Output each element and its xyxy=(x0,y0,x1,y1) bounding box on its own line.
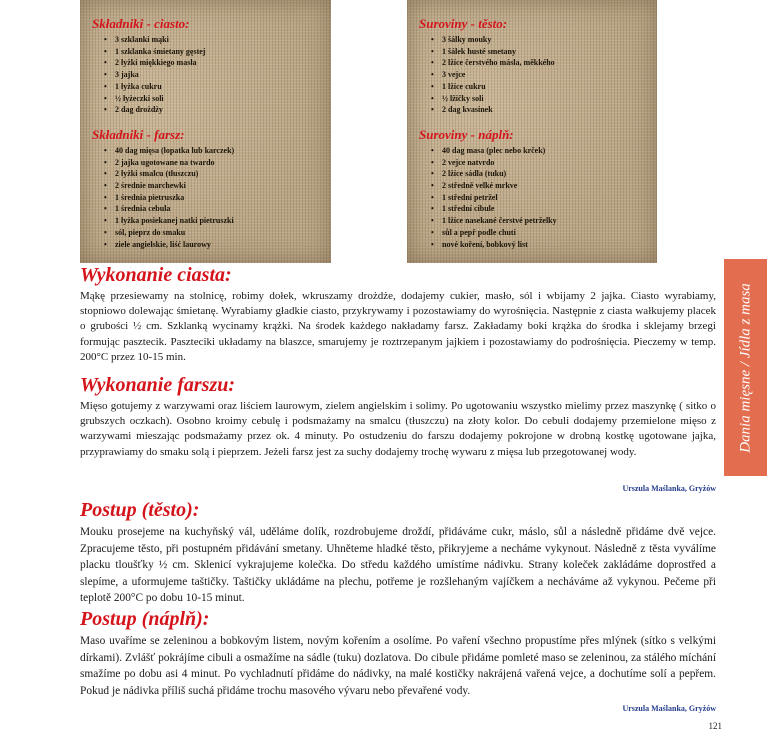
list-item: • 1 střední cibule xyxy=(431,203,657,215)
list-item: • 1 lžíce cukru xyxy=(431,81,657,93)
chapter-tab-label: Dania mięsne / Jídla z masa xyxy=(737,282,753,453)
list-item: • 2 lžíce čerstvého másla, měkkého xyxy=(431,57,657,69)
list-item: • nové koření, bobkový list xyxy=(431,239,657,251)
list-item: • 3 szklanki mąki xyxy=(104,34,331,46)
section-text: Maso uvaříme se zeleninou a bobkovým listem, novým kořením a osolíme. Po vaření všechno propustíme přes mlýnek (sítko s velkými dírkami). Zvlášť pokrájíme cibuli a osmažíme na sádle (tuku) dozlatova. Do cibule přidáme pomleté maso se zeleninou, za stálého míchání smažíme po dobu asi 4 minut. Po vychladnutí přidáme do nádivky, na malé kostičky nakrájená vařená vejce, a dochutíme solí a pepřem. Pokud je nádivka příliš suchá přidáme trochu masového vývaru nebo převařené vody. xyxy=(80,635,716,697)
list-item: • ½ łyżeczki soli xyxy=(104,93,331,105)
ingredients-panel-pl xyxy=(80,0,331,263)
section-title: Wykonanie ciasta: xyxy=(80,264,232,286)
list-item: • 40 dag masa (plec nebo krček) xyxy=(431,145,657,157)
panel-heading-dough: Suroviny - těsto: xyxy=(419,16,508,31)
list-item: • 1 szklanka śmietany gęstej xyxy=(104,46,331,58)
list-item: • 1 střední petržel xyxy=(431,192,657,204)
list-item: • 1 łyżka cukru xyxy=(104,81,331,93)
list-item: • 2 łyżki smalcu (tłuszczu) xyxy=(104,168,331,180)
section-title: Postup (těsto): xyxy=(80,499,200,521)
list-item: • 3 jajka xyxy=(104,69,331,81)
ingredient-list-dough xyxy=(419,34,657,116)
list-item: • 2 jajka ugotowane na twardo xyxy=(104,157,331,169)
list-item: • 1 średnia pietruszka xyxy=(104,192,331,204)
list-item: • 2 średnie marchewki xyxy=(104,180,331,192)
list-item: • 3 vejce xyxy=(431,69,657,81)
list-item: • ½ lžičky soli xyxy=(431,93,657,105)
panel-heading-filling: Suroviny - náplň: xyxy=(419,126,514,142)
author-signature: Urszula Maślanka, Gryżów xyxy=(622,484,716,493)
list-item: • 1 šálek husté smetany xyxy=(431,46,657,58)
ingredients-panel-cz xyxy=(407,0,657,263)
section-title: Postup (náplň): xyxy=(80,608,210,630)
ingredient-list-dough xyxy=(92,34,331,116)
section-filling-pl xyxy=(80,373,716,460)
list-item: • 1 łyżka posiekanej natki pietruszki xyxy=(104,215,331,227)
author-signature: Urszula Maślanka, Gryżów xyxy=(622,704,716,713)
section-title: Wykonanie farszu: xyxy=(80,374,236,396)
section-text: Mąkę przesiewamy na stolnicę, robimy dołek, wkruszamy drożdże, dodajemy cukier, masło, sól i wbijamy 2 jajka. Ciasto wyrabiamy, stopniowo dolewając śmietanę. Wyrabiamy gładkie ciasto, przykrywamy i pozostawiamy do wyrośnięcia. Następnie z ciasta wałkujemy placek o grubości ½ cm. Szklanką wycinamy krążki. Na środek każdego nakładamy farsz. Zakładamy boki krążka do środka i sklejamy brzegi formując pasztecik. Paszteciki układamy na blaszce, smarujemy je roztrzepanym jajkiem i pozostawiamy do podrośnięcia. Pieczemy w temp. 200°C przez 10-15 min. xyxy=(80,290,716,363)
list-item: • 2 vejce natvrdo xyxy=(431,157,657,169)
list-item: • 1 średnia cebula xyxy=(104,203,331,215)
section-dough-cz xyxy=(80,498,716,607)
list-item: • sůl a pepř podle chuti xyxy=(431,227,657,239)
list-item: • 3 šálky mouky xyxy=(431,34,657,46)
list-item: • 2 středně velké mrkve xyxy=(431,180,657,192)
list-item: • 2 dag kvasinek xyxy=(431,104,657,116)
list-item: • sól, pieprz do smaku xyxy=(104,227,331,239)
page-number: 121 xyxy=(708,721,722,731)
list-item: • 2 dag drożdży xyxy=(104,104,331,116)
ingredient-list-filling xyxy=(419,145,657,250)
list-item: • 40 dag mięsa (łopatka lub karczek) xyxy=(104,145,331,157)
list-item: • 2 lžíce sádla (tuku) xyxy=(431,168,657,180)
panel-heading-dough: Składniki - ciasto: xyxy=(92,16,190,31)
section-filling-cz xyxy=(80,607,716,699)
list-item: • ziele angielskie, liść laurowy xyxy=(104,239,331,251)
section-text: Mięso gotujemy z warzywami oraz liściem laurowym, zielem angielskim i solimy. Po ugotowaniu wszystko mielimy przez maszynkę ( sitko o grubszych oczkach). Osobno kroimy cebulę i podsmażamy na smalcu (tłuszczu) na złoty kolor. Do cebuli dodajemy przemielone mięso z warzywami mieszając podsmażamy przez ok. 4 minuty. Po ostudzeniu do farszu dodajemy pokrojone w drobną kostkę ugotowane jajka, przyprawiamy do smaku solą i pieprzem. Jeżeli farsz jest za suchy dodajemy trochę wywaru z mięsa lub przegotowanej wody. xyxy=(80,400,716,458)
section-text: Mouku prosejeme na kuchyňský vál, uděláme dolík, rozdrobujeme droždí, přidáváme cukr, máslo, sůl a následně přidáme dvě vejce. Zpracujeme těsto, při postupném přidávání smetany. Uhněteme hladké těsto, přikryjeme a necháme vykynout. Následně z těsta vyválíme placku tloušťky ½ cm. Sklenicí vykrajujeme kolečka. Do středu každého umístíme nádivku. Strany koleček zakládáme doprostřed a slepíme, a uformujeme taštičky. Taštičky ukládáme na plechu, potřeme je rozšlehaným vajíčkem a necháváme až vykynou. Pečeme při teplotě 200°C po dobu 10-15 minut. xyxy=(80,526,716,604)
chapter-tab xyxy=(724,259,767,476)
panel-heading-filling: Składniki - farsz: xyxy=(92,126,185,142)
section-dough-pl xyxy=(80,263,716,365)
list-item: • 1 lžíce nasekané čerstvé petrželky xyxy=(431,215,657,227)
list-item: • 2 łyżki miękkiego masła xyxy=(104,57,331,69)
ingredient-list-filling xyxy=(92,145,331,250)
